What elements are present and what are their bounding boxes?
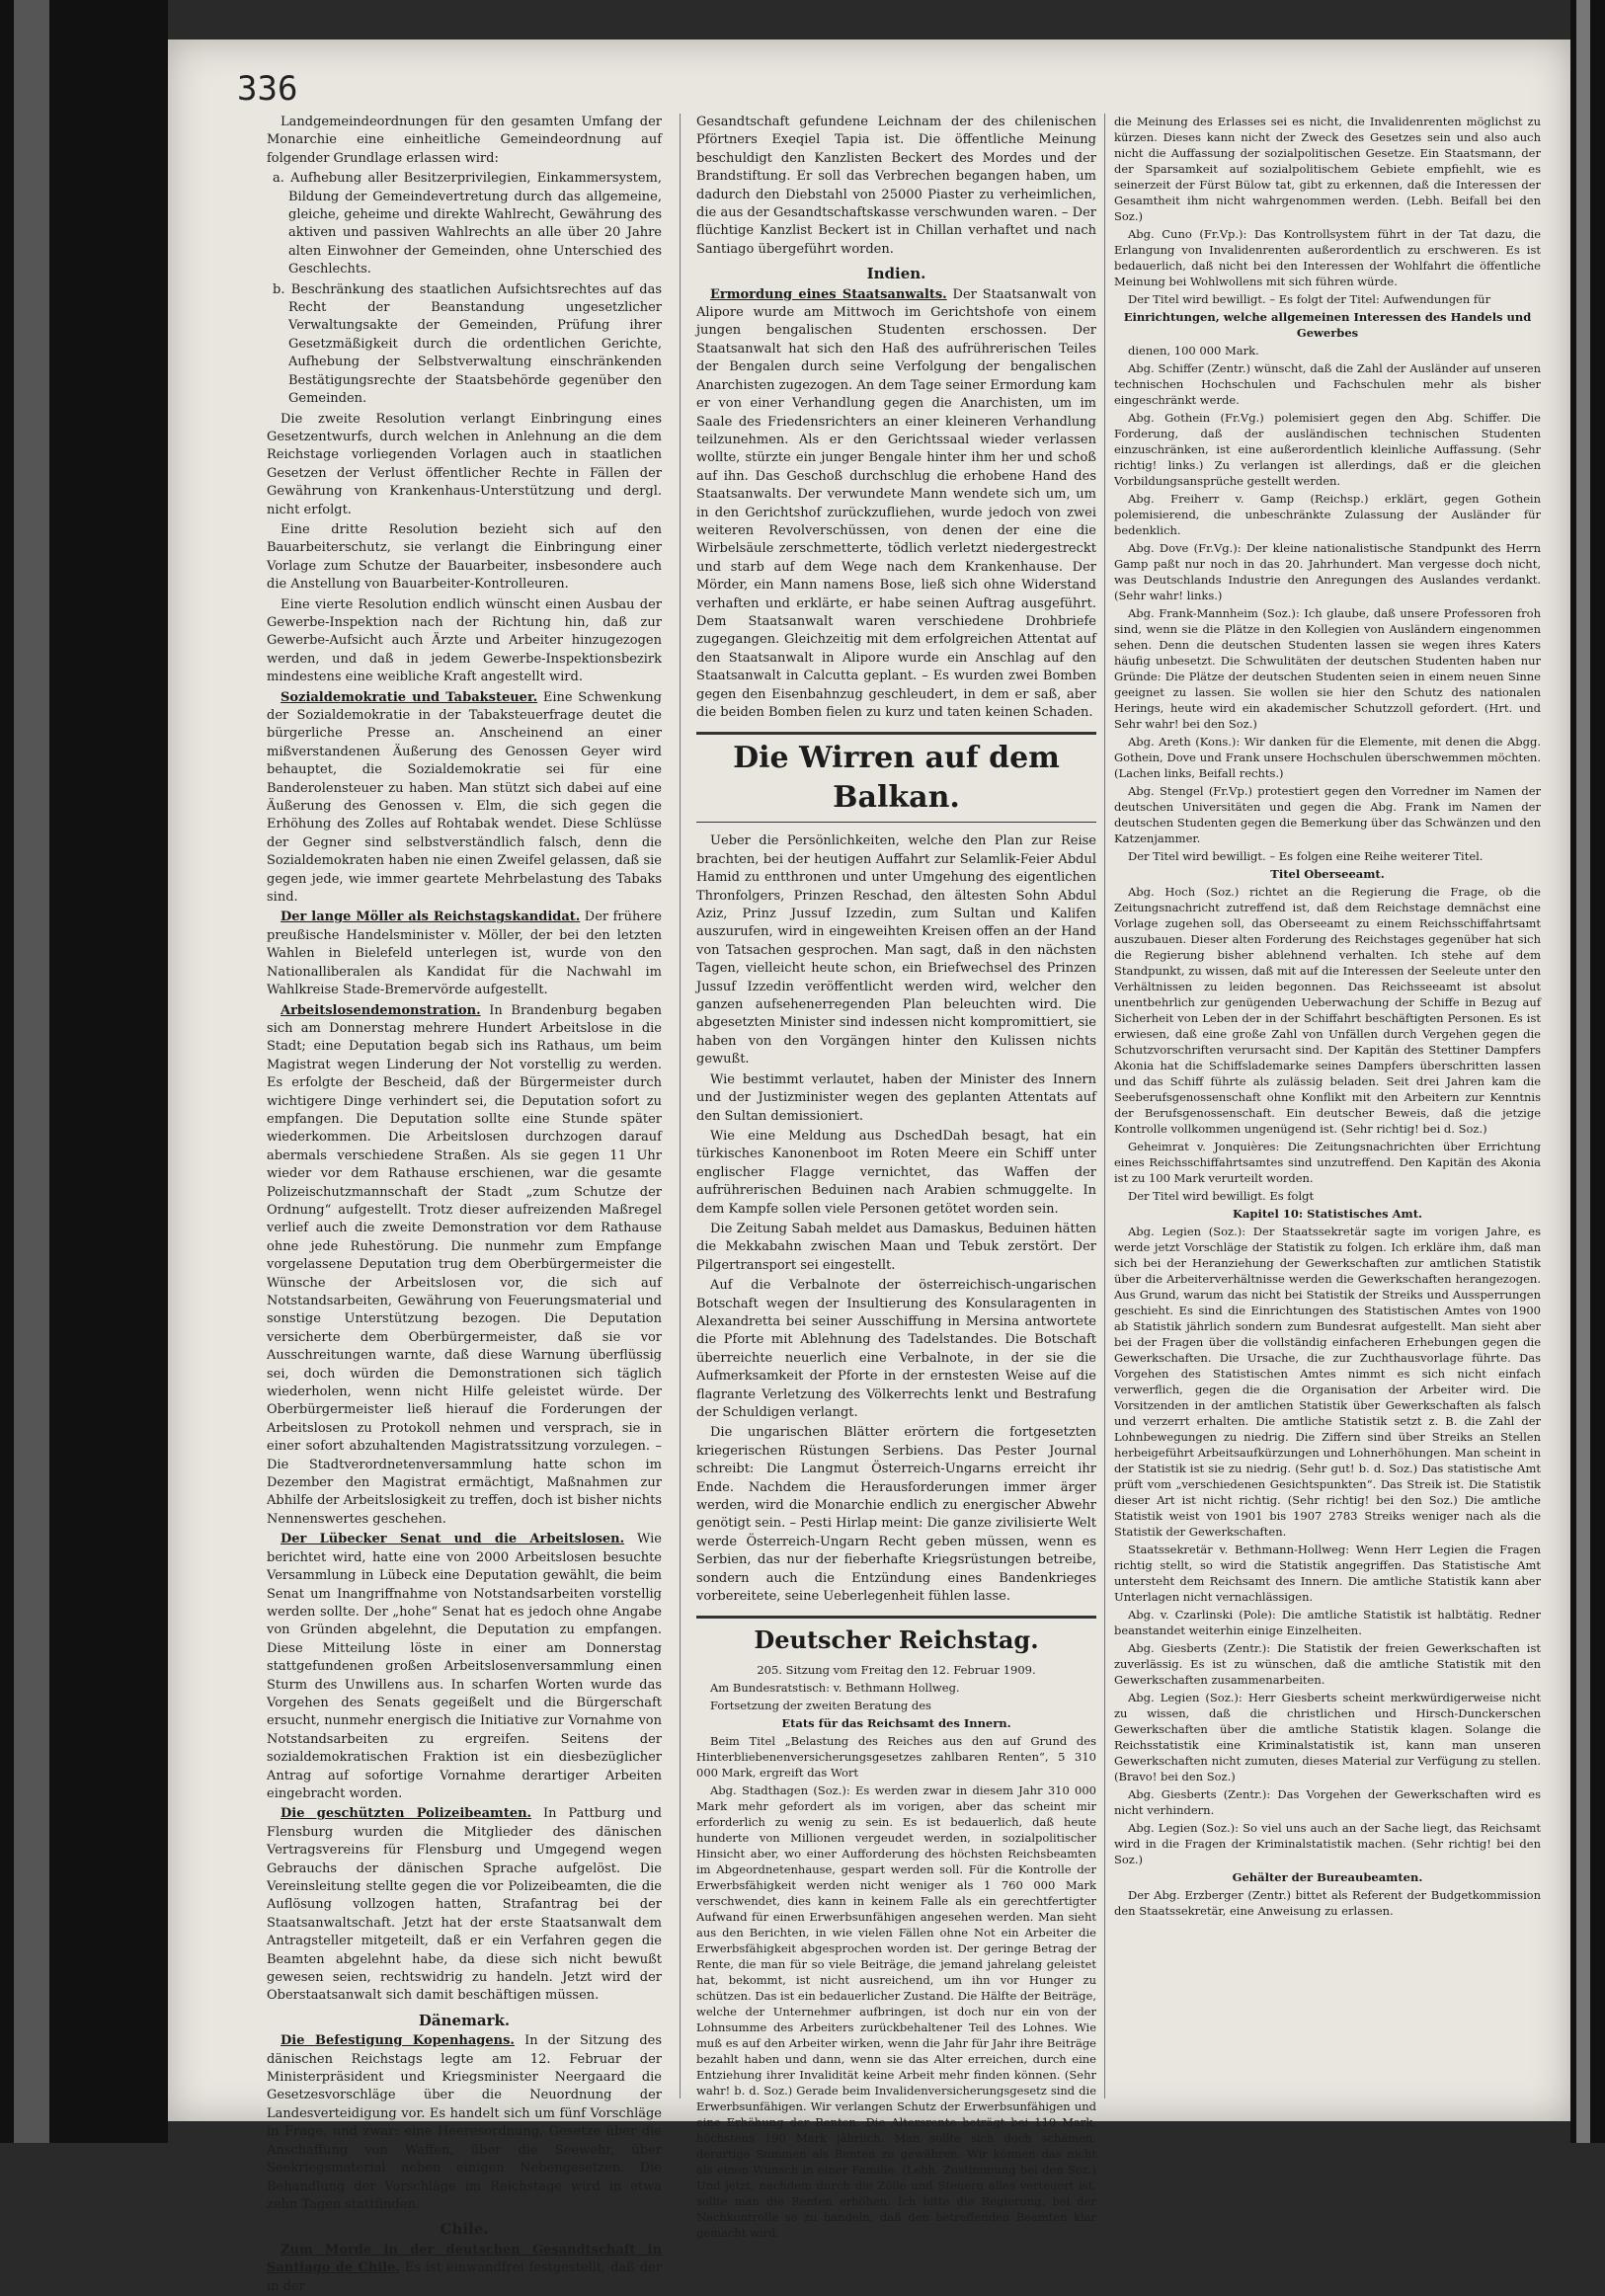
subheading: Etats für das Reichsamt des Innern. (781, 1716, 1011, 1731)
paragraph: Die Zeitung Sabah meldet aus Damaskus, Beduinen hätten die Mekkabahn zwischen Maan und Tebuk zerstört. Der Pilgertransport sei eingestellt. (696, 1221, 1096, 1273)
paragraph: Die zweite Resolution verlangt Einbringung eines Gesetzentwurfs, durch welchen in Anlehnung an die dem Reichstage vorliegenden Vorlagen auch in staatlichen Gesetzen der Verlust öffentlicher Rechte in Fällen der Gewährung von Krankenhaus-Unterstützung und dergl. nicht erfolgt. (267, 411, 662, 517)
article-heading: Der Lübecker Senat und die Arbeitslosen. (281, 1532, 625, 1547)
article-text: Eine Schwenkung der Sozialdemokratie in der Tabaksteuerfrage deutet die bürgerliche Presse an. Anscheinend an einer mißverstandenen Äußerung des Genossen Geyer wird behauptet, die Sozialdemokratie sei für eine Banderolensteuer zu haben. Man stützt sich dabei auf eine Äußerung des Genossen v. Elm, die sich gegen die Erhöhung des Zolles auf Rohtabak wendet. Diese Schlüsse der Gegner sind selbstverständlich falsch, denn die Sozialdemokraten haben nie einen Zweifel gelassen, daß sie gegen jede, wie immer geartete Mehrbelastung des Tabaks sind. (267, 689, 662, 906)
paragraph: Abg. Giesberts (Zentr.): Die Statistik der freien Gewerkschaften ist zuverlässig. Es ist zu wünschen, daß die amtliche Statistik mit den Gewerkschaften zusammenarbeiten. (1114, 1641, 1541, 1687)
list-item: a. Aufhebung aller Besitzerprivilegien, Einkammersystem, Bildung der Gemeindevertretung durch das allgemeine, gleiche, geheime und direkte Wahlrecht, Gewährung des aktiven und passiven Wahlrechts an alle über 20 Jahre alten Einwohner der Gemeinden, ohne Unterschied des Geschlechts. (273, 171, 662, 277)
scan-right-border (1570, 0, 1605, 2143)
paragraph: Abg. Legien (Soz.): Der Staatssekretär sagte im vorigen Jahre, es werde jetzt Vorschläge der Statistik zu folgen. Ich erkläre ihm, daß man sich bei der Heranziehung der Gewerkschaften zur amtlichen Statistik über die Arbeiterverhältnisse werden die Gewerkschaften herangezogen. Aus Grund, warum das nicht bei Statistik der Streiks und Aussperrungen geschieht. Es sind die Einrichtungen des Statistischen Amtes von 1900 ab Statistik jährlich sondern zum Bundesrat aufgestellt. Man sieht aber bei der Fragen über die vollständig einfacheren Erhebungen gegen die Gewerkschaften. Die Ursache, die zur Zuchthausvorlage führte. Das Vorgehen des Statistischen Amtes nimmt es sich nicht einfach verwerflich, gegen die die Organisation der Arbeiter wird. Die Vorsitzenden in der amtlichen Statistik über Gewerkschaften als falsch und verzerrt erhalten. Die amtliche Statistik setzt z. B. die Zahl der Lohnbewegungen zu niedrig. Die Ziffern sind über Streiks an Stellen herbeigeführt Arbeitsaufkürzungen und Lohnerhöhungen. Man scheint in der Statistik ist sie zu niedrig. (Sehr gut! b. d. Soz.) Das statistische Amt prüft vom „verschiedenen Gesichtspunkten“. Das Streik ist. Die Statistik dieser Art ist nicht richtig. (Sehr richtig! bei den Soz.) Die amtliche Statistik weist von 1901 bis 1907 2783 Streiks weniger nach als die Statistik der Gewerkschaften. (1114, 1225, 1541, 1539)
article-text: Es ist einwandfrei festgestellt, daß der in der (267, 2260, 662, 2294)
article-heading: Arbeitslosendemonstration. (281, 1002, 481, 1018)
section-heading: Chile. (440, 2220, 489, 2239)
paragraph: Der Titel wird bewilligt. Es folgt (1128, 1189, 1315, 1203)
paragraph: Abg. Legien (Soz.): So viel uns auch an der Sache liegt, das Reichsamt wird in die Fragen der Kriminalstatistik machen. (Sehr richtig! bei den Soz.) (1114, 1821, 1541, 1866)
column-rule (680, 114, 681, 2098)
subheading: Gehälter der Bureaubeamten. (1232, 1870, 1423, 1884)
article-heading: Die geschützten Polizeibeamten. (281, 1806, 532, 1822)
article-heading: Zum Morde in der deutschen Gesandtschaft in Santiago de Chile. (267, 2242, 662, 2276)
paragraph: Abg. Dove (Fr.Vg.): Der kleine nationalistische Standpunkt des Herrn Gamp paßt nur noch in das 20. Jahrhundert. Man vergesse doch nicht, was Deutschlands Industrie den Anregungen des Auslandes verdankt. (Sehr wahr! links.) (1114, 541, 1541, 602)
paragraph: Staatssekretär v. Bethmann-Hollweg: Wenn Herr Legien die Fragen richtig stellt, so wird die Statistik angegriffen. Das Statistische Amt untersteht dem Reichsamt des Innern. Die amtliche Statistik kann aber Unterlagen nicht vernachlässigen. (1114, 1543, 1541, 1604)
article-heading: Sozialdemokratie und Tabaksteuer. (281, 689, 538, 705)
paragraph: Auf die Verbalnote der österreichisch-ungarischen Botschaft wegen der Insultierung des Konsularagenten in Alexandretta bei seiner Ausschiffung in Mersina antwortete die Pforte mit Ablehnung des Tadelstandes. Die Botschaft überreichte neuerlich eine Verbalnote, in der sie die Aufmerksamkeit der Pforte in der ernstesten Weise auf die flagrante Verletzung des Völkerrechts lenkt und Bestrafung der Schuldigen verlangt. (696, 1278, 1096, 1420)
paragraph: Abg. Stengel (Fr.Vp.) protestiert gegen den Vorredner im Namen der deutschen Universitäten und gegen die Abg. Frank im Namen der deutschen Studenten gegen die Bemerkung über das Schwänzen und den Katzenjammer. (1114, 784, 1541, 845)
article-heading: Der lange Möller als Reichstagskandidat. (281, 910, 581, 925)
paragraph: Abg. Areth (Kons.): Wir danken für die Elemente, mit denen die Abgg. Gothein, Dove und Frank unsere Hochschulen überschwemmen möchten. (Lachen links, Beifall rechts.) (1114, 735, 1541, 780)
paragraph: Abg. Giesberts (Zentr.): Das Vorgehen der Gewerkschaften wird es nicht verhindern. (1114, 1787, 1541, 1817)
paragraph: Fortsetzung der zweiten Beratung des (710, 1699, 931, 1713)
headline-reichstag: Deutscher Reichstag. (696, 1616, 1096, 1656)
paragraph: Gesandtschaft gefundene Leichnam der des chilenischen Pförtners Exeqiel Tapia ist. Die öffentliche Meinung beschuldigt den Kanzlisten Beckert des Mordes und der Brandstiftung. Er soll das Verbrechen begangen haben, um dadurch den Diebstahl von 25000 Piaster zu verheimlichen, die aus der Gesandtschaftskasse verschwunden waren. – Der flüchtige Kanzlist Beckert ist in Chillan verhaftet und nach Santiago übergeführt worden. (696, 115, 1096, 257)
paragraph: Der Abg. Erzberger (Zentr.) bittet als Referent der Budgetkommission den Staatssekretär, eine Anweisung zu erlassen. (1114, 1888, 1541, 1918)
page-number: 336 (237, 69, 298, 109)
paragraph: Eine vierte Resolution endlich wünscht einen Ausbau der Gewerbe-Inspektion nach der Richtung hin, daß zur Gewerbe-Aufsicht auch Ärzte und Arbeiter hinzugezogen werden, und daß in jedem Gewerbe-Inspektionsbezirk mindestens eine weibliche Kraft angestellt wird. (267, 596, 662, 685)
list-item: b. Beschränkung des staatlichen Aufsichtsrechtes auf das Recht der Beanstandung ungesetzlicher Verwaltungsakte der Gemeinden, Prüfung ihrer Gesetzmäßigkeit durch die ordentlichen Gerichte, Aufhebung der Selbstverwaltung einschränkenden Bestätigungsrechte der Staatsbehörde gegenüber den Gemeinden. (273, 281, 662, 407)
article-text: Der Staatsanwalt von Alipore wurde am Mittwoch im Gerichtshofe von einem jungen bengalischen Studenten erschossen. Der Staatsanwalt hat sich den Haß des aufrührerischen Teiles der Bengalen durch seine Verfolgung der bengalischen Anarchisten zugezogen. An dem Tage seiner Ermordung kam er von einer Verhandlung gegen die Anarchisten, um im Saale des Friedensrichters an einer kleineren Verhandlung teilzunehmen. Als er den Gerichtssaal wieder verlassen wollte, stürzte ein junger Bengale hinter ihm her und schoß auf ihn. Das Geschoß durchschlug die erhobene Hand des Staatsanwalts. Der verwundete Mann wendete sich um, um in den Gerichtshof zurückzufliehen, wurde jedoch von zwei weiteren Revolverschüssen, von denen der eine die Wirbelsäule zerschmetterte, tödlich verletzt niedergestreckt und starb auf dem Wege nach dem Krankenhause. Der Mörder, ein Mann namens Bose, ließ sich ohne Widerstand verhaften und erklärte, er habe seinen Auftrag ausgeführt. Dem Staatsanwalt waren verschiedene Drohbriefe zugegangen. Gleichzeitig mit dem erfolgreichen Attentat auf den Staatsanwalt in Alipore wurde ein Anschlag auf den Staatsanwalt in Calcutta geplant. – Es wurden zwei Bomben gegen den Eisenbahnzug geschleudert, in dem er saß, aber die beiden Bomben fielen zu kurz und taten keinen Schaden. (696, 286, 1096, 720)
section-heading: Dänemark. (418, 2011, 511, 2029)
article-text: Wie berichtet wird, hatte eine von 2000 Arbeitslosen besuchte Versammlung in Lübeck eine Deputation gewählt, die beim Senat um Inangriffnahme von Notstandsarbeiten vorstellig werden sollte. Der „hohe“ Senat hat es jedoch ohne Angabe von Gründen abgelehnt, die Deputation zu empfangen. Diese Mitteilung löste in einer am Donnerstag stattgefundenen großen Arbeitslosenversammlung einen Sturm des Unwillens aus. In scharfen Worten wurde das Vorgehen des Senats gegeißelt und die Bürgerschaft ersucht, nunmehr energisch die Initiative zur Vornahme von Notstandsarbeiten zu ergreifen. Seitens der sozialdemokratischen Fraktion ist ein diesbezüglicher Antrag auf sofortige Vornahme derartiger Arbeiten eingebracht worden. (267, 1532, 662, 1801)
paragraph: Abg. Legien (Soz.): Herr Giesberts scheint merkwürdigerweise nicht zu wissen, daß die christlichen und Hirsch-Dunckerschen Gewerkschaften über die amtliche Statistik klagen. Solange die Reichsstatistik eine Kriminalstatistik ist, kann man unseren Gewerkschaften nicht zumuten, dieses Material zur Verfügung zu stellen. (Bravo! bei den Soz.) (1114, 1691, 1541, 1783)
paragraph: Wie eine Meldung aus DschedDah besagt, hat ein türkisches Kanonenboot im Roten Meere ein Schiff unter englischer Flagge vernichtet, das Waffen der aufrührerischen Beduinen nach Arabien schmuggelte. In dem Kampfe sollen viele Personen getötet worden sein. (696, 1128, 1096, 1217)
paragraph: Eine dritte Resolution bezieht sich auf den Bauarbeiterschutz, sie verlangt die Einbringung einer Vorlage zum Schutze der Bauarbeiter, insbesondere auch die Anstellung von Bauarbeiter-Kontrolleuren. (267, 521, 662, 593)
paragraph: dienen, 100 000 Mark. (1128, 344, 1259, 357)
paragraph: Der Titel wird bewilligt. – Es folgen eine Reihe weiterer Titel. (1128, 849, 1484, 863)
paragraph: Abg. Freiherr v. Gamp (Reichsp.) erklärt, gegen Gothein polemisierend, die unbeschränkte Zulassung der Ausländer für bedenklich. (1114, 492, 1541, 537)
article-text: In der Sitzung des dänischen Reichstags legte am 12. Februar der Ministerpräsident und Kriegsminister Neergaard die Gesetzesvorschläge über die Neuordnung der Landesverteidigung vor. Es handelt sich um fünf Vorschläge in Frage, und zwar: eine Heeresordnung, Gesetze über die Anschaffung von Waffen, über die Seewehr, über Seekriegsmaterial neben einigen Nebengesetzen. Die Behandlung der Vorschläge im Reichstage wird in etwa zehn Tagen stattfinden. (267, 2033, 663, 2212)
headline-balkan: Die Wirren auf dem Balkan. (696, 732, 1096, 823)
article-text: Der frühere preußische Handelsminister v. Möller, der bei den letzten Wahlen in Bielefeld unterlegen ist, wurde von den Nationalliberalen als Kandidat für die Nachwahl im Wahlkreise Stade-Bremervörde aufgestellt. (267, 910, 662, 998)
article-text: In Pattburg und Flensburg wurden die Mitglieder des dänischen Vertragsvereins für Flensburg und Umgegend wegen Gebrauchs der dänischen Sprache aufgelöst. Die Vereinsleitung stellte gegen die vor Polizeibeamten, die die Auflösung vollzogen hatten, Strafantrag bei der Staatsanwaltschaft. Jetzt hat der erste Staatsanwalt dem Antragsteller mitgeteilt, daß er ein Verfahren gegen die Beamten abgelehnt habe, da diese sich nicht bewußt gewesen seien, rechtswidrig zu handeln. Jetzt wird der Oberstaatsanwalt sich damit beschäftigen müssen. (267, 1806, 662, 2004)
paragraph: Wie bestimmt verlautet, haben der Minister des Innern und der Justizminister wegen des geplanten Attentats auf den Sultan demissioniert. (696, 1071, 1096, 1124)
column-2 (696, 114, 1096, 2241)
subheading: Kapitel 10: Statistisches Amt. (1232, 1207, 1423, 1221)
paragraph: Abg. Frank-Mannheim (Soz.): Ich glaube, daß unsere Professoren froh sind, wenn sie die Plätze in den Kollegien von Ausländern eingenommen sehen. Denn die deutschen Studenten lassen sie wegen ihres Katers häufig unbesetzt. Die Schwulitäten der deutschen Studenten haben nur Gründe: Die Plätze der deutschen Studenten seien in einem neuen Sinne geeignet zu lassen. Sie wollen sie hier den Schutz des nationalen Herings, heute wird ein akademischer Schutzzoll gefordert. (Hrt. und Sehr wahr! bei den Soz.) (1114, 606, 1541, 731)
paragraph: Abg. Stadthagen (Soz.): Es werden zwar in diesem Jahr 310 000 Mark mehr gefordert als im vorigen, aber das scheint mir erforderlich zu wenig zu sein. Es ist bedauerlich, daß heute hunderte von Millionen vergeudet werden, in sozialpolitischer Hinsicht aber, wo einer Aufforderung des höchsten Reichsbeamten im Abgeordnetenhause, gespart werden soll. Für die Kontrolle der Erwerbsfähigkeit werden nicht weniger als 1 760 000 Mark verschwendet, dies kann in keinem Falle als ein gerechtfertigter Aufwand für einen Erwerbsunfähigen angesehen werden. Man sieht aus den Berichten, in wie vielen Fällen ohne Not ein Arbeiter die Erwerbsfähigkeit abgesprochen worden ist. Der geringe Betrag der Rente, die man für so viele Beiträge, die jemand jahrelang geleistet hat, bekommt, ist nicht ausreichend, um ihn vor Hunger zu schützen. Das ist ein bedauerlicher Zustand. Die Hälfte der Beiträge, welche der Unternehmer aufbringen, ist doch nur ein von der Lohnsumme des Arbeiters zurückbehaltener Teil des Lohnes. Wie muß es auf den Arbeiter wirken, wenn die Jahr für Jahr ihre Beiträge bezahlt haben und dann, wenn sie das Alter erreichen, durch eine Entziehung ihrer Invalidität keine Arbeit mehr finden können. (Sehr wahr! b. d. Soz.) Gerade beim Invalidenversicherungsgesetz sind die Erwerbsunfähigen. Wir verlangen Schutz der Erwerbsunfähigen und eine Erhöhung der Renten. Die Altersrente beträgt bei 110 Mark, höchstens 190 Mark jährlich. Man sollte sich doch schämen, derartige Summen als Renten zu gewähren. Wir können das nicht als einen Wunsch in einer Familie. (Lebh. Zustimmung bei den Soz.) Und jetzt, nachdem durch die Zölle und Steuern alles verteuert ist, sollte man die Renten erhöhen. Ich bitte die Regierung, bei der Nachkontrolle so zu handeln, daß den betreffenden Beamten klar gemacht wird. (696, 1783, 1096, 2241)
bundesrat-line: Am Bundesratstisch: v. Bethmann Hollweg. (710, 1681, 960, 1696)
paragraph: Abg. Gothein (Fr.Vg.) polemisiert gegen den Abg. Schiffer. Die Forderung, daß der ausländischen technischen Studenten einzuschränken, ist eine außerordentlich kleinliche Auffassung. (Sehr richtig! links.) Zu verlangen ist allerdings, daß er die gleichen Vorbildungsansprüche gestellt werden. (1114, 411, 1541, 488)
paragraph: Abg. Hoch (Soz.) richtet an die Regierung die Frage, ob die Zeitungsnachricht zutreffend ist, daß dem Reichstage demnächst eine Vorlage zugehen soll, das Oberseeamt zu einem Reichsschiffahrtsamt auszubauen. Dieser alten Forderung des Reichstages gegenüber hat sich die Regierung bisher ablehnend verhalten. Ich stehe auf dem Standpunkt, zu wissen, daß mit auf die Interessen der Seeleute unter den Verhältnissen zu leiden begonnen. Das Reichsseeamt ist absolut unentbehrlich zur genügenden Ueberwachung der Schiffe in Bezug auf Sicherheit von Leben der in der Schiffahrt beschäftigten Personen. Es ist erwiesen, daß eine große Zahl von Unfällen durch Vergehen gegen die Schutzvorschriften verursacht sind. Der Kapitän des Stettiner Dampfers Akonia hat die Schiffslademarke seines Dampfers überschritten lassen und das Schiff führte als zulässig beladen. Seit drei Jahren kam die Seeberufsgenossenschaft ohne Konflikt mit den Arbeitern zur Kenntnis der Berufsgenossenschaft. Ein deutscher Beweis, daß die jetzige Kontrolle vollkommen ungenügend ist. (Sehr richtig! bei d. Soz.) (1114, 885, 1541, 1136)
scan-left-border (0, 0, 168, 2143)
article-heading: Ermordung eines Staatsanwalts. (710, 286, 947, 302)
paragraph: Die ungarischen Blätter erörtern die fortgesetzten kriegerischen Rüstungen Serbiens. Das Pester Journal schreibt: Die Langmut Österreich-Ungarns erreicht ihr Ende. Nachdem die Herausforderungen immer ärger werden, wird die Monarchie endlich zu energischer Abwehr genötigt sein. – Pesti Hirlap meint: Die ganze zivilisierte Welt werde Österreich-Ungarn Recht geben müssen, wenn es Serbien, das nur der fieberhafte Kriegsrüstungen betreibe, sondern auch die Entzündung eines Bandenkrieges vorbereitete, seine Ueberlegenheit fühlen lasse. (696, 1425, 1096, 1605)
session-line: 205. Sitzung vom Freitag den 12. Februar 1909. (757, 1663, 1036, 1678)
paragraph: Abg. Cuno (Fr.Vp.): Das Kontrollsystem führt in der Tat dazu, die Erlangung von Invalidenrenten außerordentlich zu erschweren. Es ist bedauerlich, daß nicht bei den Interessen der Wohlfahrt die öffentliche Meinung bei Wohlwollens mit sich führen würde. (1114, 227, 1541, 288)
paragraph: Der Titel wird bewilligt. – Es folgt der Titel: Aufwendungen für (1128, 292, 1491, 306)
column-rule (1104, 114, 1105, 2098)
paragraph: Abg. v. Czarlinski (Pole): Die amtliche Statistik ist halbtätig. Redner beanstandet weiterhin einige Einzelheiten. (1114, 1608, 1541, 1637)
article-heading: Die Befestigung Kopenhagens. (281, 2033, 515, 2049)
article-text: In Brandenburg begaben sich am Donnerstag mehrere Hundert Arbeitslose in die Stadt; eine Deputation begab sich ins Rathaus, um beim Magistrat wegen Linderung der Not vorstellig zu werden. Es erfolgte der Bescheid, daß der Bürgermeister durch wichtigere Dinge verhindert sei, die Deputation sofort zu empfangen. Die Deputation sollte eine Stunde später wiederkommen. Die Arbeitslosen durchzogen darauf abermals verschiedene Straßen. Als sie gegen 11 Uhr wieder vor dem Rathause erschienen, war die gesamte Polizeischutzmannschaft der Stadt „zum Schutze der Ordnung“ aufgestellt. Trotz dieser aufreizenden Maßregel verlief auch die zweite Demonstration vor dem Rathause ohne jede Ruhestörung. Die nunmehr zum Empfange vorgelassene Deputation trug dem Oberbürgermeister die Wünsche der Arbeitslosen vor, die sich auf Notstandsarbeiten, Gewährung von Feuerungsmaterial und sonstige Unterstützung bezogen. Die Deputation versicherte dem Oberbürgermeister, daß sie vor Ausschreitungen warnte, daß diese Warnung überflüssig sei, doch würden die Demonstrationen sich täglich wiederholen, wenn nicht Hilfe geleistet würde. Der Oberbürgermeister ließ hierauf die Forderungen der Arbeitslosen zu Protokoll nehmen und versprach, sie in einer sofort abzuhaltenden Magistratssitzung vorzulegen. – Die Stadtverordnetenversammlung hatte schon im Dezember den Magistrat ermächtigt, Maßnahmen zur Abhilfe der Arbeitslosigkeit zu treffen, doch ist bisher nichts Nennenswertes geschehen. (267, 1002, 662, 1527)
paragraph: Ueber die Persönlichkeiten, welche den Plan zur Reise brachten, bei der heutigen Auffahrt zur Selamlik-Feier Abdul Hamid zu entthronen und unter Umgehung des eigentlichen Thronfolgers, Prinzen Reschad, den ältesten Sohn Abdul Aziz, Prinz Jussuf Izzedin, zum Sultan und Kalifen auszurufen, wird in eingeweihten Kreisen offen an der Hand von Tatsachen gesprochen. Man sagt, daß in den nächsten Tagen, vielleicht heute schon, ein Briefwechsel des Prinzen Jussuf Izzedin veröffentlicht werden wird, welcher den ganzen aufsehenerregenden Plan beleuchten wird. Die abgesetzten Minister sind indessen nicht kompromittiert, sie haben von den Vorgängen hinter den Kulissen nichts gewußt. (696, 833, 1096, 1068)
newspaper-page (168, 40, 1570, 2294)
paragraph: Landgemeindeordnungen für den gesamten Umfang der Monarchie eine einheitliche Gemeindeordnung auf folgender Grundlage erlassen wird: (267, 115, 662, 166)
section-heading: Indien. (866, 265, 926, 283)
paragraph: Abg. Schiffer (Zentr.) wünscht, daß die Zahl der Ausländer auf unseren technischen Hochschulen und Fachschulen mehr als bisher eingeschränkt werde. (1114, 361, 1541, 407)
column-3 (1114, 114, 1541, 2098)
paragraph: Geheimrat v. Jonquières: Die Zeitungsnachrichten über Errichtung eines Reichsschiffahrtsamtes sind unzutreffend. Den Kapitän des Akonia ist zu 100 Mark verurteilt worden. (1114, 1140, 1541, 1185)
subheading: Einrichtungen, welche allgemeinen Interessen des Handels und Gewerbes (1123, 310, 1532, 340)
column-1 (267, 114, 663, 2294)
paragraph: die Meinung des Erlasses sei es nicht, die Invalidenrenten möglichst zu kürzen. Dieses kann nicht der Zweck des Gesetzes sein und also auch nicht die Auffassung der sozialpolitischen Gesetze. Ein Staatsmann, der der Sparsamkeit auf sozialpolitischem Gebiete empfiehlt, wie es seinerzeit der Fürst Bülow tat, gibt zu erkennen, daß die Interessen der Gesamtheit ihm nicht wahrgenommen werden. (Lebh. Beifall bei den Soz.) (1114, 115, 1541, 223)
paragraph: Beim Titel „Belastung des Reiches aus den auf Grund des Hinterbliebenenversicherungsgesetzes zahlbaren Renten“, 5 310 000 Mark, ergreift das Wort (696, 1734, 1096, 1781)
subheading: Titel Oberseeamt. (1270, 867, 1385, 881)
